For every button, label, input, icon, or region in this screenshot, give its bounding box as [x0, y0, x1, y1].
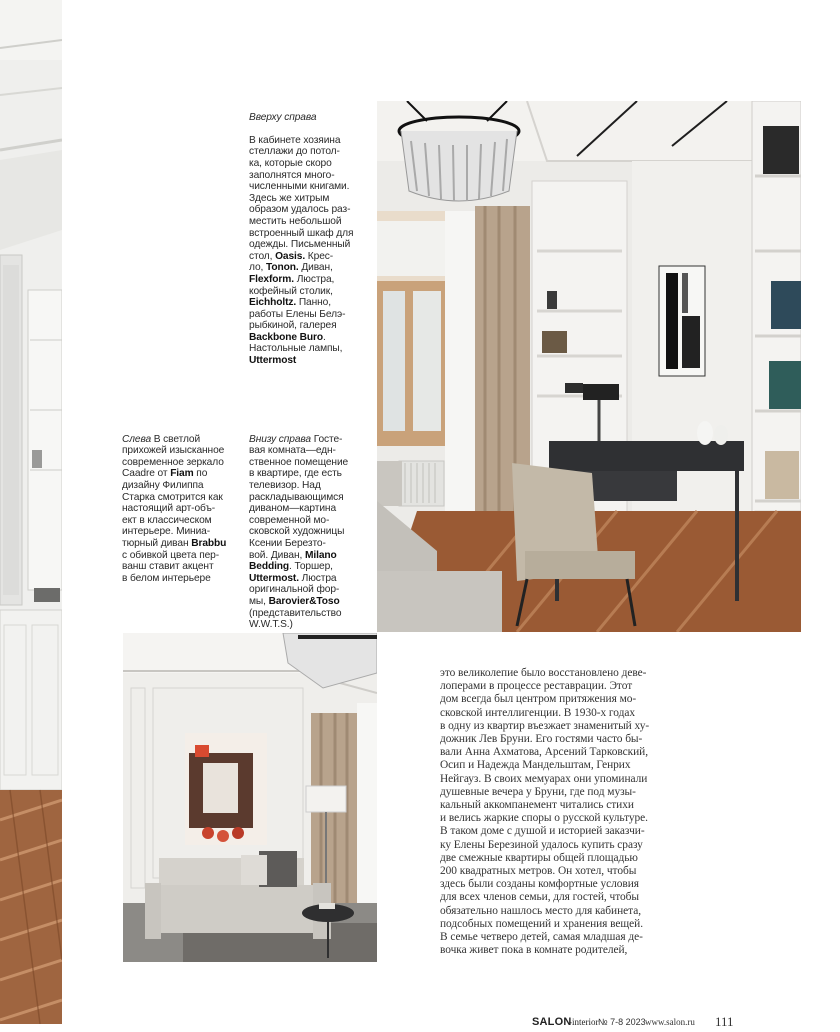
caption-text: Люстра, кофейный столик,	[249, 273, 335, 297]
caption-text: Диван,	[301, 262, 333, 274]
hallway-photo	[0, 0, 62, 1024]
caption-text: по дизайну Филиппа Старка смотрится как настоящий арт-объ- ект в классическом интерьере. Миниа- тюрный диван	[122, 468, 223, 549]
page-footer	[532, 1016, 742, 1032]
caption-text: В светлой прихожей изысканное современное зеркало Caadre от	[122, 433, 225, 480]
magazine-brand-sub: -interior	[569, 1017, 599, 1027]
hallway-photo-art	[0, 0, 62, 1024]
caption-text: В кабинете хозяина стеллажи до потол- ка, которые скоро заполнятся много- численными книгами. Здесь же хитрым образом удалось раз- местить небольшой встроенный шкаф для одежды. Письменный стол,	[249, 134, 354, 262]
caption-text: Панно, работы Елены Белэ- рыбкиной, галерея	[249, 297, 346, 332]
guest-room-photo	[123, 633, 377, 962]
issue-number: № 7-8 2023	[598, 1017, 646, 1027]
guest-room-photo-art	[123, 633, 377, 962]
brand-name: Fiam	[170, 468, 194, 480]
brand-name: Uttermost.	[249, 572, 299, 584]
brand-name: Flexform.	[249, 273, 294, 285]
brand-name: Backbone Buro	[249, 331, 323, 343]
caption-text: Люстра оригинальной фор- мы,	[249, 572, 340, 607]
caption-heading: Внизу справа	[249, 433, 311, 445]
study-photo	[377, 101, 801, 632]
website: www.salon.ru	[645, 1017, 695, 1027]
caption-text: Госте- вая комната—едн- ственное помещение в квартире, где есть телевизор. Над раскладывающимся диваном—картина современной мо- сковской художницы Ксении Березто- вой. Диван,	[249, 433, 349, 561]
caption-text: . Настольные лампы,	[249, 331, 343, 355]
page-number: 111	[715, 1014, 734, 1029]
caption-text: Крес- ло,	[249, 250, 334, 274]
caption-text: (представительство W.W.T.S.)	[249, 607, 342, 631]
caption-bottom-right	[249, 422, 373, 631]
brand-name: Milano Bedding	[249, 549, 337, 573]
caption-text: . Торшер,	[289, 561, 333, 573]
caption-top-right	[249, 100, 373, 367]
brand-name: Oasis.	[275, 250, 306, 262]
caption-left	[122, 422, 246, 584]
brand-name: Brabbu	[191, 537, 227, 549]
article-body-text: это великолепие было восстановлено деве- лоперами в процессе реставрации. Этот дом всегда был центром притяжения мо- сковской интеллигенции. В 1930-х годах в одну из квартир въезжает знаменитый ху- дожник Лев Бруни. Его гостями часто бы- вали Анна Ахматова, Арсений Тарковский, Осип и Надежда Мандельштам, Генрих Нейгауз. В своих мемуарах они упоминали душевные вечера у Бруни, где под музы- кальный аккомпанемент читались стихи и велись жаркие споры о русской культуре. В таком доме с душой и историей заказчи- ку Елены Березиной удалось купить сразу две смежные квартиры общей площадью 200 квадратных метров. Он хотел, чтобы здесь были созданы комфортные условия для всех членов семьи, для гостей, чтобы обязательно нашлось место для кабинета, подсобных помещений и хранения вещей. В семье четверо детей, самая младшая де- вочка живет пока в комнате родителей,	[440, 667, 650, 957]
caption-heading: Вверху справа	[249, 111, 317, 123]
caption-heading: Слева	[122, 433, 152, 445]
brand-name: Eichholtz.	[249, 297, 297, 309]
magazine-brand: SALON	[532, 1016, 572, 1028]
study-photo-art	[377, 101, 801, 632]
caption-text: с обивкой цвета пер- ванш ставит акцент в белом интерьере	[122, 549, 220, 584]
brand-name: Uttermost	[249, 355, 297, 367]
brand-name: Barovier&Toso	[268, 595, 340, 607]
brand-name: Tonon.	[266, 262, 299, 274]
